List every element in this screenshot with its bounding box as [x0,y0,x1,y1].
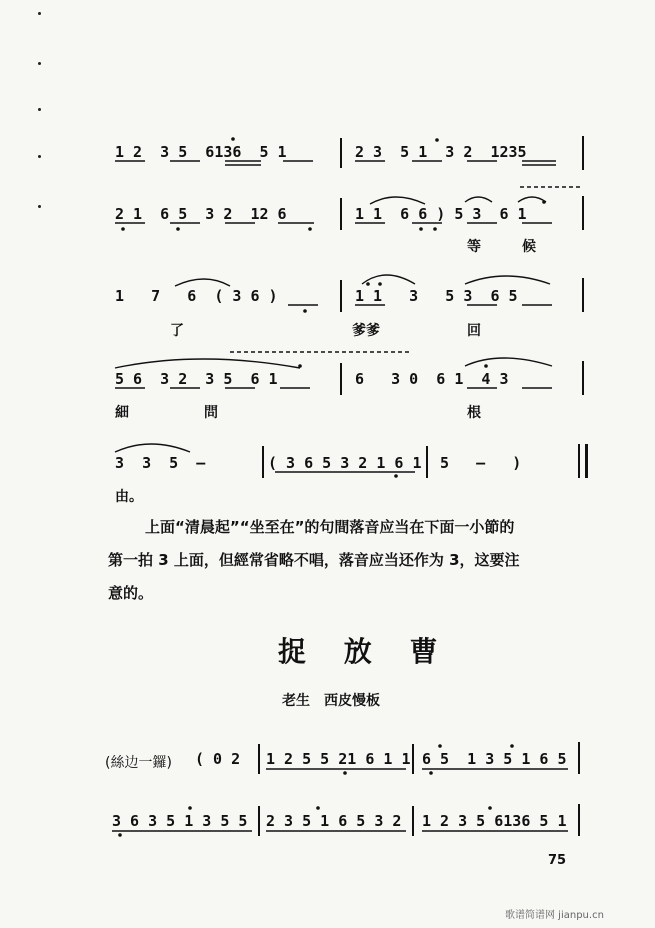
lyric: 細 [115,405,129,421]
lyric: 回 [467,323,481,339]
score-line-4-measure-1: 5 6 3 2 3 5 6 1 [115,370,278,388]
bar-line [426,446,428,478]
underline-mark [355,161,556,165]
score-line-1-measure-1: 1 2 3 5 6136 5 1 [115,143,287,161]
score-line-5-measure-1: 3 3 5 – [115,454,206,472]
page-number: 75 [548,853,567,868]
bar-line [582,196,584,230]
slur-mark [518,197,546,202]
song-subtitle: 老生 西皮慢板 [282,693,380,709]
bar-line [582,278,584,312]
slur-mark [115,444,190,452]
score2-line-2-measure-3: 1 2 3 5 6136 5 1 [422,812,567,830]
score2-line-1-measure-1: 1 2 5 5 21 6 1 1 [266,750,411,768]
score-line-1-measure-2: 2 3 5 1 3 2 1235 [355,143,527,161]
bar-line [340,138,342,168]
score2-line-1-measure-2: 6 5 1 3 5 1 6 5 [422,750,567,768]
note-paragraph-line-3: 意的。 [108,584,154,602]
lyric: 等 [467,239,481,255]
slur-mark [465,197,492,202]
final-double-bar [578,444,588,478]
note-paragraph-line-2: 第一拍 3 上面，但經常省略不唱，落音应当还作为 3，这要注 [108,551,520,569]
margin-speck [38,155,41,158]
bar-line [258,744,260,774]
underline-mark [115,161,313,165]
song-title: 捉 放 曹 [278,635,452,668]
watermark: 歌谱简谱网 jianpu.cn [505,910,604,921]
slur-mark [465,358,552,366]
bar-line [340,280,342,312]
score-line-5-measure-2: ( 3 6 5 3 2 1 6 1 [268,454,422,472]
lyric: 爹爹 [352,323,380,339]
score2-line-2-measure-1: 3 6 3 5 1 3 5 5 [112,812,248,830]
score-line-2-measure-1: 2 1 6 5 3 2 12 6 [115,205,287,223]
bar-line [582,136,584,170]
lyric: 候 [522,239,536,255]
bar-line [340,363,342,395]
bar-line [258,806,260,836]
score-line-4-measure-2: 6 3 0 6 1 4 3 [355,370,509,388]
score2-line-1-measure-0: ( 0 2 [195,750,241,768]
bar-line [412,744,414,774]
score-line-2-measure-2: 1 1 6 6 ) 5 3 6 1 [355,205,527,223]
bar-line [340,198,342,230]
bar-line [578,742,580,774]
slur-mark [465,276,550,284]
score-line-3-measure-1: 1 7 6 ( 3 6 ) [115,287,278,305]
lyric: 由。 [115,489,143,505]
margin-speck [38,205,41,208]
slur-mark [115,359,300,368]
margin-speck [38,108,41,111]
score-line-3-measure-2: 1 1 3 5 3 6 5 [355,287,518,305]
score2-prefix: (絲边一鑼) [105,755,172,771]
bar-line [262,446,264,478]
margin-speck [38,12,41,15]
slur-mark [370,197,425,204]
note-paragraph-line-1: 上面“清晨起”“坐至在”的句間落音应当在下面一小節的 [145,518,515,536]
lyric: 根 [467,405,481,421]
score-line-5-measure-3: 5 – ) [440,454,522,472]
lyric: 問 [204,405,218,421]
score2-line-2-measure-2: 2 3 5 1 6 5 3 2 [266,812,402,830]
bar-line [582,361,584,395]
slur-mark [175,279,230,286]
bar-line [412,806,414,836]
lyric: 了 [170,323,184,339]
bar-line [578,804,580,836]
slur-mark [362,275,415,284]
margin-speck [38,62,41,65]
